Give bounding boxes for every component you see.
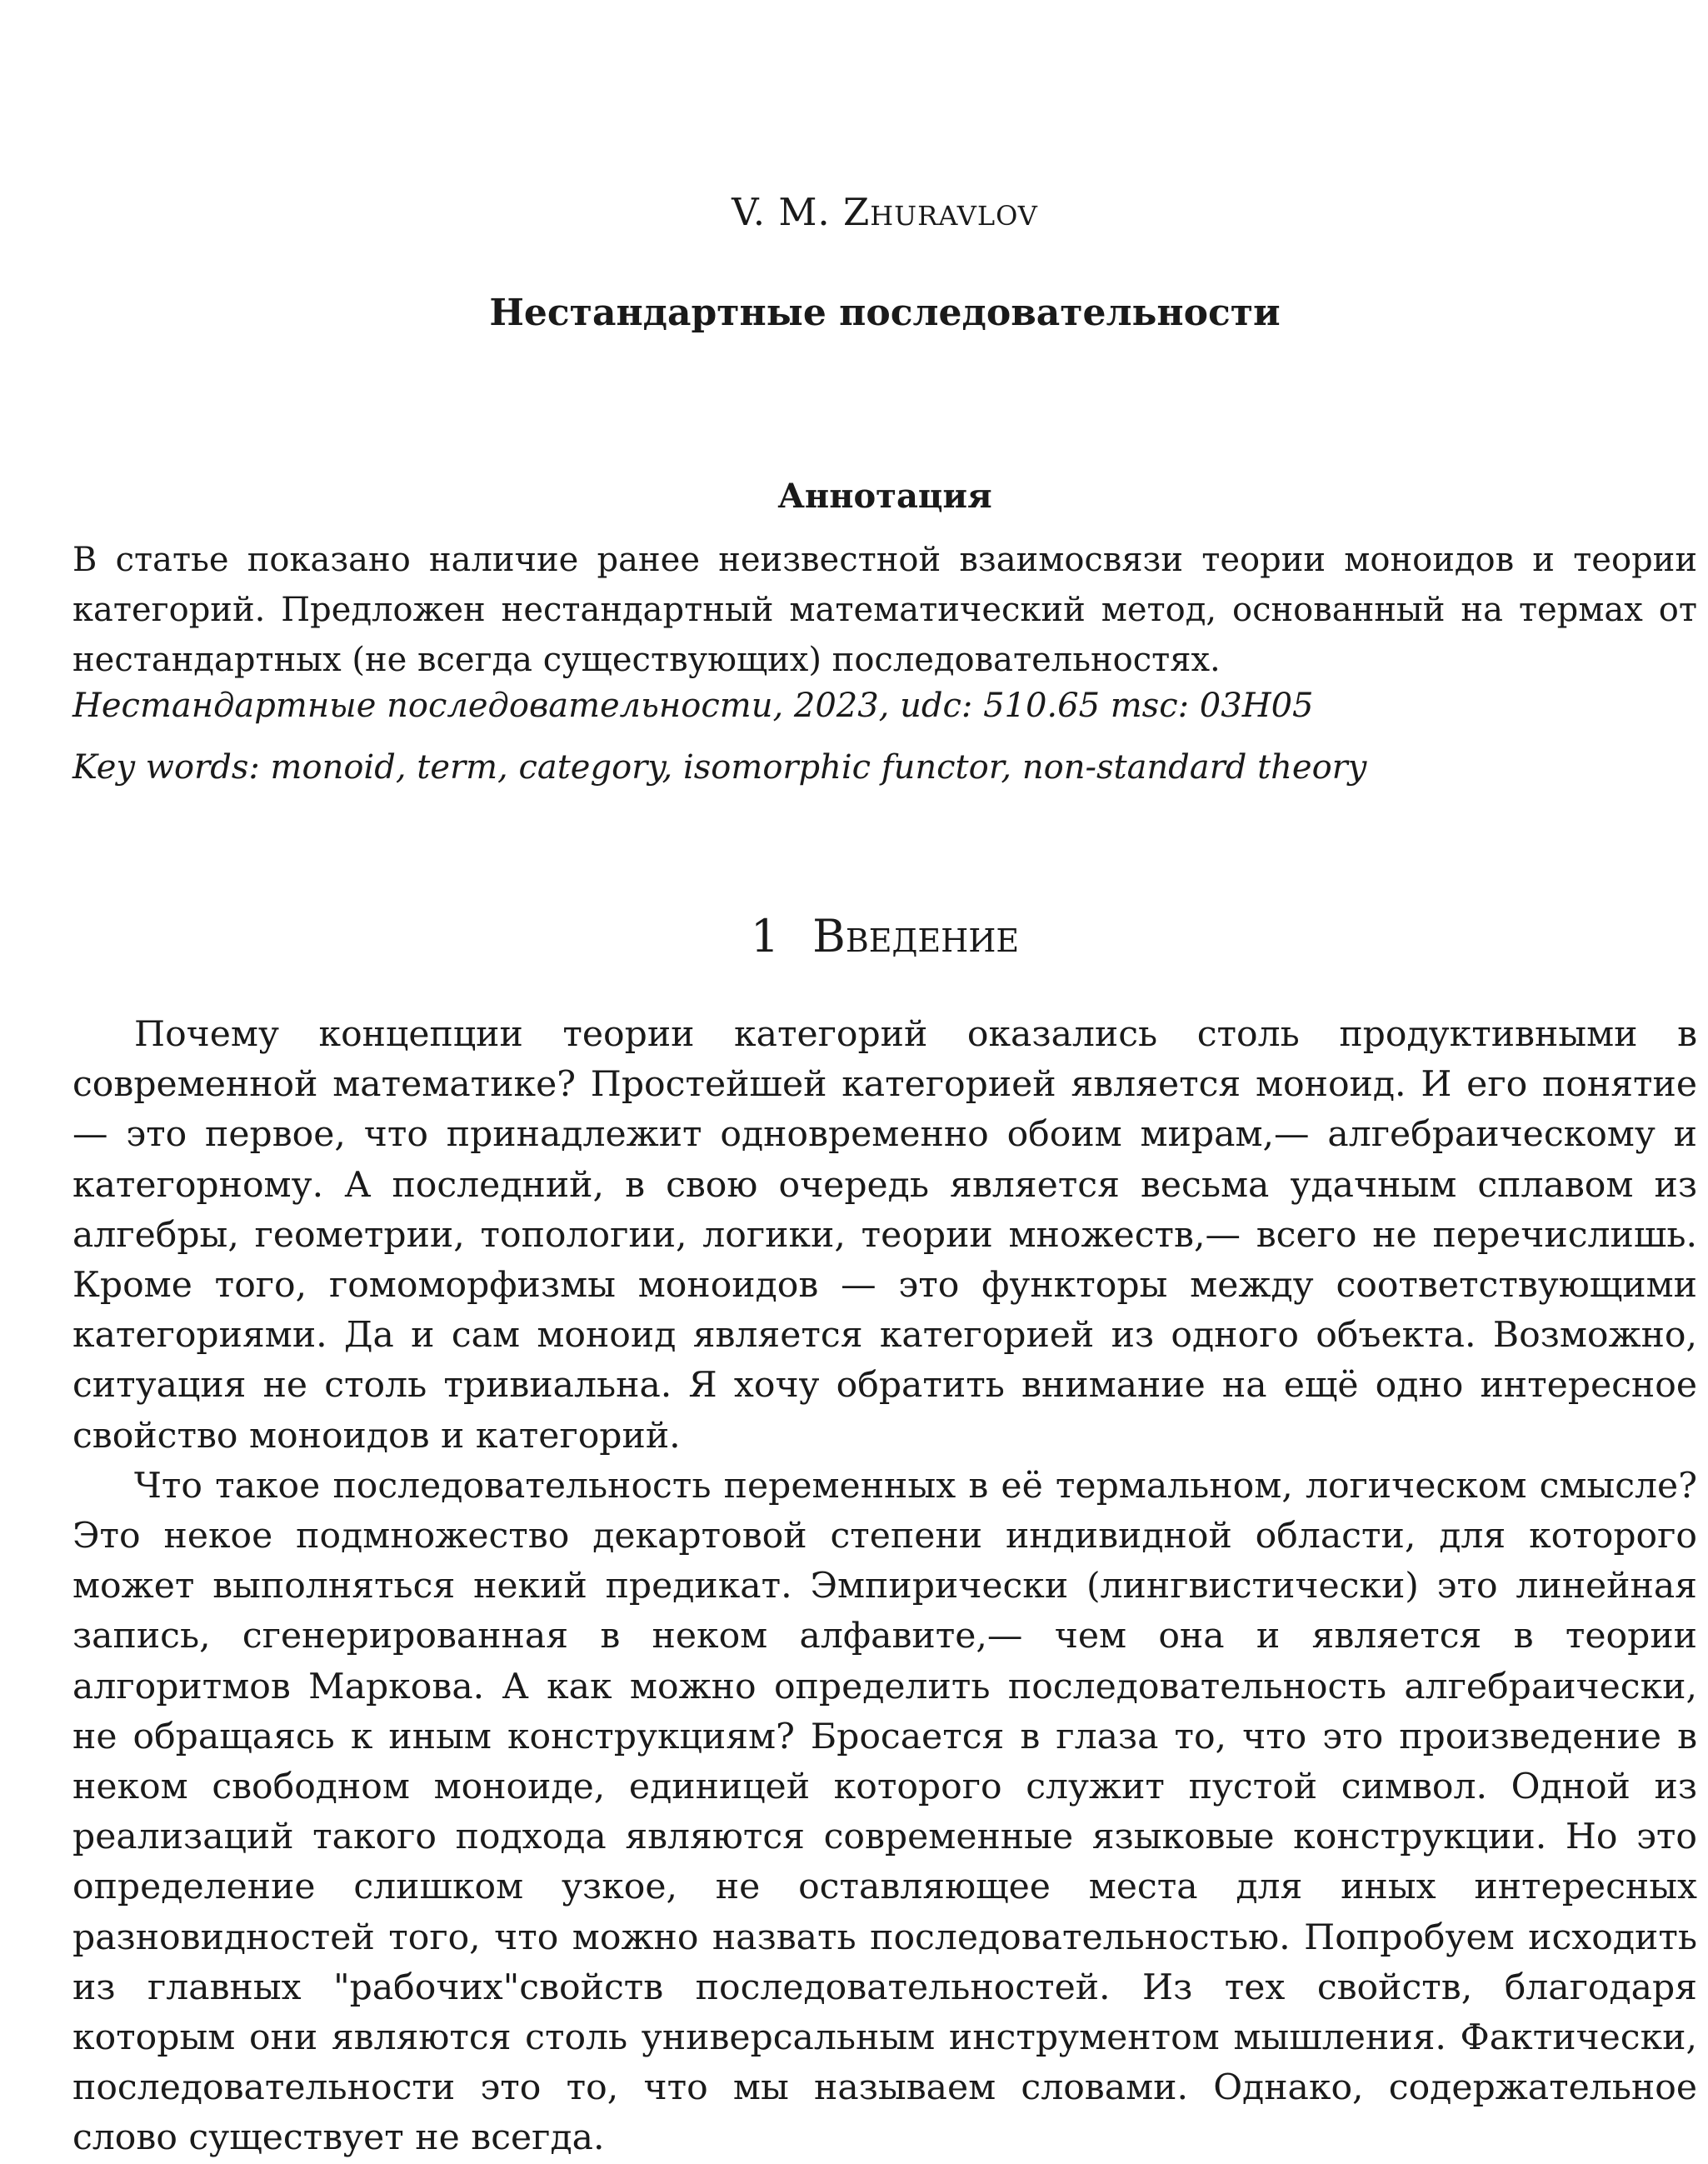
section-number: 1 [750, 910, 780, 962]
body-paragraph-2: Что такое последовательность переменных в её термальном, логическом смысле? Это некое подмножество декартовой степени индивидной области, для которого может выполняться некий предикат. Эмпирически (лингвистически) это линейная запись, сгенерированная в неком алфавите,— чем она и является в теории алгоритмов Маркова. А как можно определить последовательность алгебраически, не обращаясь к иным конструкциям? Бросается в глаза то, что это произведение в неком свободном моноиде, единицей которого служит пустой символ. Одной из реализаций такого подхода являются современные языковые конструкции. Но это определение слишком узкое, не оставляющее места для иных интересных разновидностей того, что можно назвать последовательностью. Попробуем исходить из главных "рабочих"свойств последовательностей. Из тех свойств, благодаря которым они являются столь универсальным инструментом мышления. Фактически, последовательности это то, что мы называем словами. Однако, содержательное слово существует не всегда. [72, 1465, 1697, 2159]
author-name [72, 190, 1697, 234]
section-body [72, 1010, 1697, 2164]
keywords-line: Key words: monoid, term, category, isomorphic functor, non-standard theory [72, 748, 1367, 787]
author-text: V. M. Zhuravlov [732, 190, 1038, 234]
section-heading [72, 910, 1697, 962]
section-title: Введение [812, 910, 1020, 962]
abstract-heading: Аннотация [777, 477, 992, 516]
body-paragraph-1: Почему концепции теории категорий оказались столь продуктивными в современной математике? Простейшей категорией является моноид. И его понятие — это первое, что принадлежит одновременно обоим мирам,— алгебраическому и категорному. А последний, в свою очередь является весьма удачным сплавом из алгебры, геометрии, топологии, логики, теории множеств,— всего не перечислишь. Кроме того, гомоморфизмы моноидов — это функторы между соответствующими категориями. Да и сам моноид является категорией из одного объекта. Возможно, ситуация не столь тривиальна. Я хочу обратить внимание на ещё одно интересное свойство моноидов и категорий. [72, 1014, 1697, 1457]
paper-title: Нестандартные последовательности [489, 292, 1281, 334]
abstract-text: В статье показано наличие ранее неизвестной взаимосвязи теории моноидов и теории категорий. Предложен нестандартный математический метод, основанный на термах от нестандартных (не всегда существующих) последовательностях. [72, 541, 1697, 679]
citation-line: Нестандартные последовательности, 2023, udc: 510.65 msc: 03H05 [72, 687, 1314, 725]
